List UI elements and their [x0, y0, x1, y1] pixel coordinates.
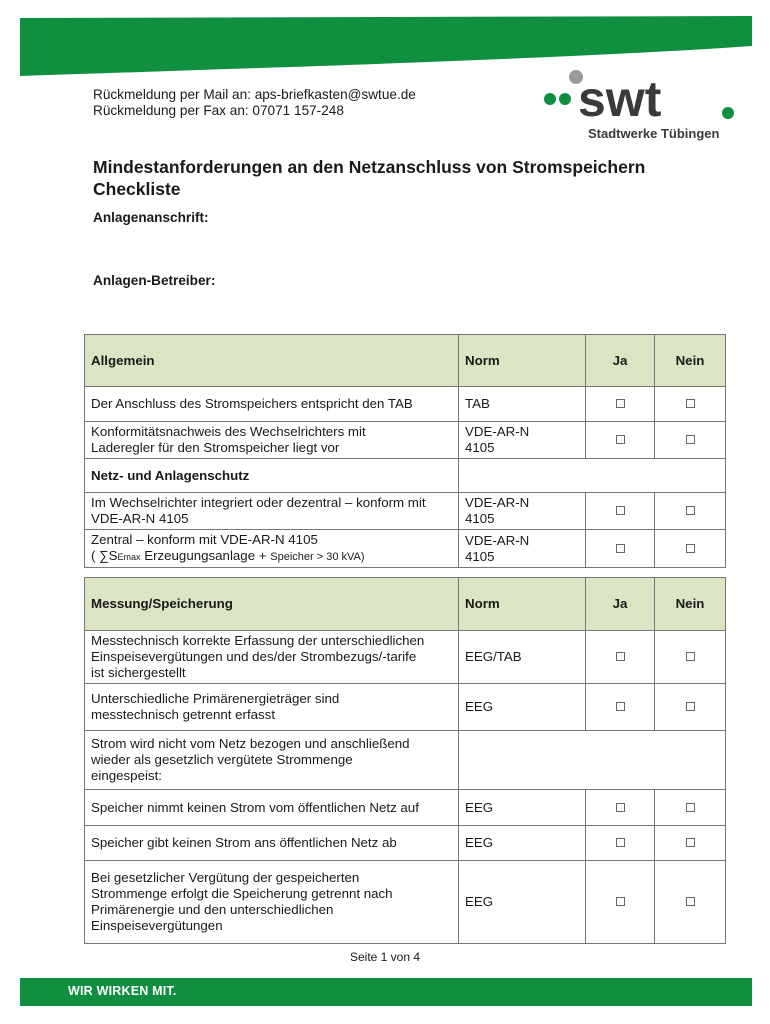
row-norm: EEG	[459, 790, 586, 826]
row-norm: EEG	[459, 684, 586, 731]
row-text-line: messtechnisch getrennt erfasst	[91, 707, 276, 722]
address-label: Anlagenanschrift:	[93, 210, 209, 225]
page-number: Seite 1 von 4	[349, 950, 421, 964]
row-text	[85, 731, 459, 790]
header-messung: Messung/Speicherung	[85, 578, 459, 631]
row-norm	[459, 493, 586, 530]
checkbox-ja[interactable]	[616, 838, 625, 847]
checkbox-nein[interactable]	[686, 702, 695, 711]
checkbox-nein[interactable]	[686, 838, 695, 847]
row-norm: TAB	[459, 387, 586, 422]
header-norm: Norm	[459, 578, 586, 631]
checkbox-ja[interactable]	[616, 803, 625, 812]
tagline: WIR WIRKEN MIT.	[68, 984, 177, 998]
checklist-table-allgemein	[84, 334, 726, 568]
title-line-1: Mindestanforderungen an den Netzanschluss von Stromspeichern	[93, 157, 646, 177]
row-norm: EEG/TAB	[459, 631, 586, 684]
row-norm: EEG	[459, 861, 586, 944]
table-header-row	[85, 335, 726, 387]
row-text-line: Einspeisevergütungen	[91, 918, 223, 933]
fax-line: Rückmeldung per Fax an: 07071 157-248	[93, 103, 344, 118]
header-ja: Ja	[586, 335, 655, 387]
row-text-line: Laderegler für den Stromspeicher liegt vor	[91, 440, 340, 455]
row-text-line: Im Wechselrichter integriert oder dezentral – konform mit	[91, 495, 426, 510]
row-text-line: VDE-AR-N 4105	[91, 511, 189, 526]
logo-text: swt	[578, 71, 662, 127]
row-text: Speicher nimmt keinen Strom vom öffentlichen Netz auf	[85, 790, 459, 826]
checkbox-ja[interactable]	[616, 435, 625, 444]
row-text	[85, 493, 459, 530]
header-nein: Nein	[655, 335, 726, 387]
checkbox-ja[interactable]	[616, 506, 625, 515]
swt-logo	[540, 68, 740, 146]
title-line-2: Checkliste	[93, 179, 181, 199]
checkbox-nein[interactable]	[686, 652, 695, 661]
row-text-line: Primärenergie und den unterschiedlichen	[91, 902, 334, 917]
row-text-small: Speicher > 30 kVA)	[270, 551, 365, 563]
norm-line: VDE-AR-N	[465, 495, 530, 510]
row-text-line: Strommenge erfolgt die Speicherung getrennt nach	[91, 886, 393, 901]
table-row	[85, 684, 726, 731]
row-text	[85, 631, 459, 684]
checkbox-ja[interactable]	[616, 399, 625, 408]
header-nein: Nein	[655, 578, 726, 631]
row-text: Der Anschluss des Stromspeichers entspricht den TAB	[85, 387, 459, 422]
row-norm	[459, 422, 586, 459]
checkbox-ja[interactable]	[616, 652, 625, 661]
row-text-line: Bei gesetzlicher Vergütung der gespeicherten	[91, 870, 360, 885]
row-text-line	[91, 548, 452, 565]
row-text-line: Zentral – konform mit VDE-AR-N 4105	[91, 532, 318, 547]
subscript: Emax	[117, 552, 141, 562]
swt-logo-graphic	[540, 68, 740, 128]
row-text-line: ist sichergestellt	[91, 665, 186, 680]
row-text-line: Konformitätsnachweis des Wechselrichters mit	[91, 424, 366, 439]
checkbox-ja[interactable]	[616, 544, 625, 553]
header-allgemein: Allgemein	[85, 335, 459, 387]
section-row	[85, 731, 726, 790]
table-row	[85, 422, 726, 459]
top-green-band	[20, 16, 752, 76]
header-ja: Ja	[586, 578, 655, 631]
operator-label: Anlagen-Betreiber:	[93, 273, 216, 288]
row-text-line: Unterschiedliche Primärenergieträger sind	[91, 691, 340, 706]
checkbox-nein[interactable]	[686, 399, 695, 408]
row-text-line: eingespeist:	[91, 768, 162, 783]
table-row	[85, 387, 726, 422]
norm-line: 4105	[465, 511, 495, 526]
norm-line: 4105	[465, 548, 495, 564]
table-header-row	[85, 578, 726, 631]
table-row	[85, 530, 726, 568]
header-norm: Norm	[459, 335, 586, 387]
row-text-line: Messtechnisch korrekte Erfassung der unterschiedlichen	[91, 633, 425, 648]
table-row	[85, 631, 726, 684]
checkbox-ja[interactable]	[616, 702, 625, 711]
checkbox-nein[interactable]	[686, 544, 695, 553]
checkbox-nein[interactable]	[686, 803, 695, 812]
row-text-part: Erzeugungsanlage +	[140, 548, 271, 563]
section-row	[85, 459, 726, 493]
logo-subtitle: Stadtwerke Tübingen	[588, 126, 720, 141]
section-netz-anlagenschutz: Netz- und Anlagenschutz	[85, 459, 459, 493]
table-row	[85, 493, 726, 530]
checklist-table-messung	[84, 577, 726, 944]
page-title	[93, 156, 645, 200]
checkbox-nein[interactable]	[686, 435, 695, 444]
contact-info	[93, 87, 416, 119]
row-text-line: Einspeisevergütungen und des/der Strombezugs/-tarife	[91, 649, 417, 664]
table-row	[85, 790, 726, 826]
section-empty-cell	[459, 731, 726, 790]
norm-line: VDE-AR-N	[465, 424, 530, 439]
mail-line: Rückmeldung per Mail an: aps-briefkasten@swtue.de	[93, 87, 416, 102]
checkbox-nein[interactable]	[686, 506, 695, 515]
norm-line: VDE-AR-N	[465, 532, 530, 548]
checkbox-ja[interactable]	[616, 897, 625, 906]
table-row	[85, 861, 726, 944]
row-text	[85, 530, 459, 568]
row-text	[85, 422, 459, 459]
row-text-line: wieder als gesetzlich vergütete Strommenge	[91, 752, 353, 767]
row-text: Speicher gibt keinen Strom ans öffentlichen Netz ab	[85, 826, 459, 861]
table-row	[85, 826, 726, 861]
row-text	[85, 861, 459, 944]
row-text	[85, 684, 459, 731]
row-norm	[459, 530, 586, 568]
checkbox-nein[interactable]	[686, 897, 695, 906]
norm-line: 4105	[465, 440, 495, 455]
row-norm: EEG	[459, 826, 586, 861]
row-text-line: Strom wird nicht vom Netz bezogen und anschließend	[91, 736, 410, 751]
section-empty-cell	[459, 459, 726, 493]
sum-symbol: ( ∑S	[91, 548, 118, 563]
bottom-green-band	[20, 978, 752, 1006]
